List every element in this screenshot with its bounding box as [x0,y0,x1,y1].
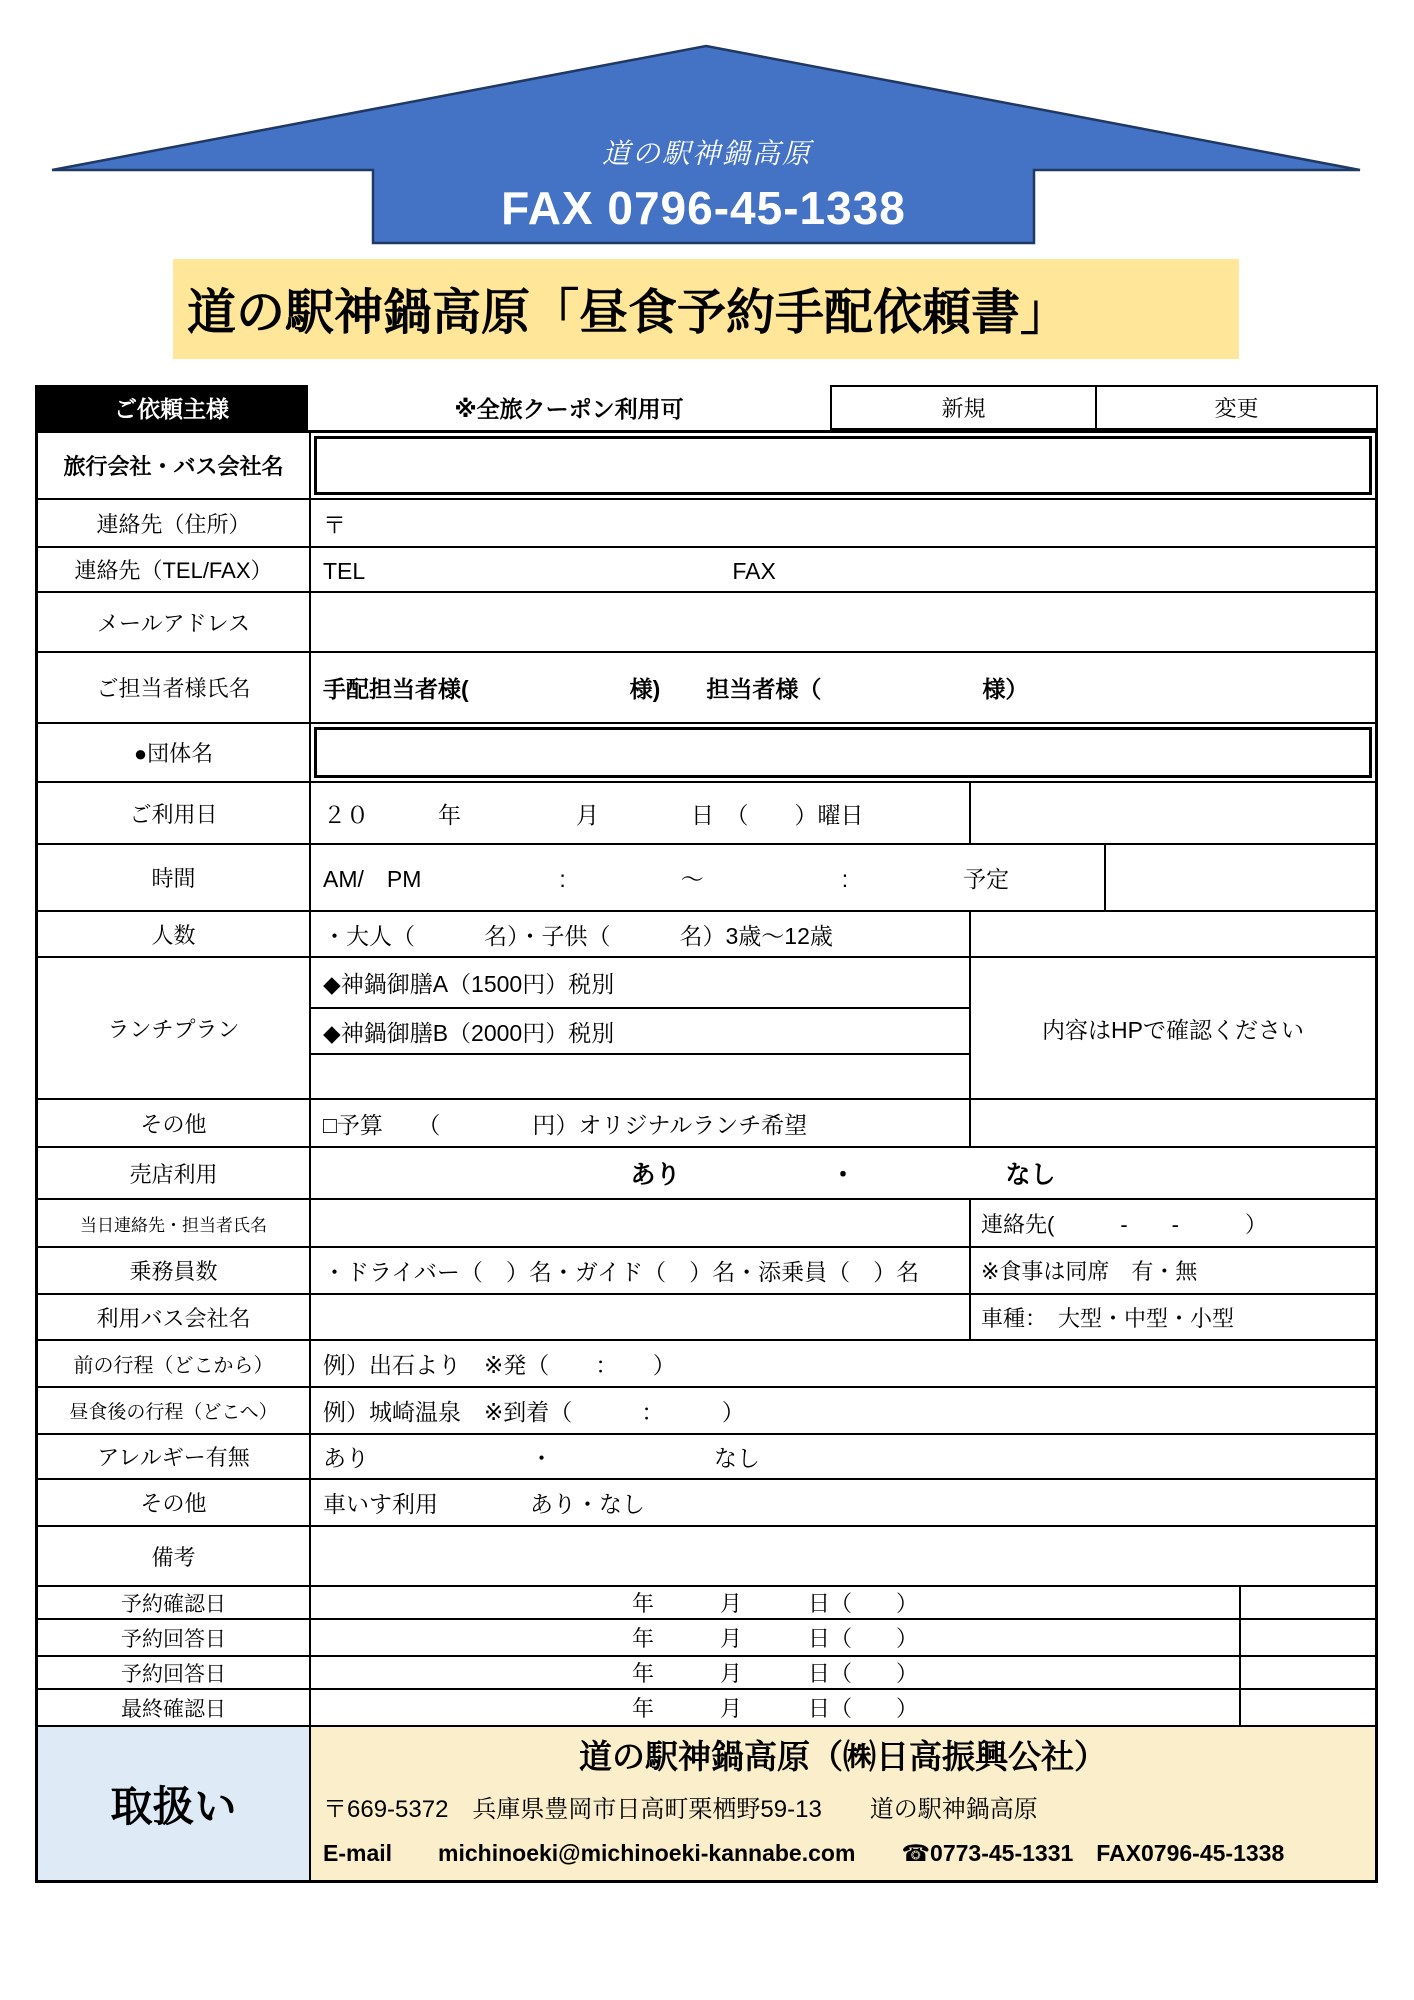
lunch-plan-options [311,958,971,1098]
row-address-field: 〒 [323,511,346,538]
row-shop [38,1146,1375,1198]
row-reply-date-1-extra [1241,1620,1375,1655]
row-crew-label: 乗務員数 [38,1248,311,1293]
row-company-label: 旅行会社・バス会社名 [38,433,311,498]
row-crew-meal: ※食事は同席 有・無 [981,1259,1198,1284]
requester-header: ご依頼主様 [35,385,308,430]
option-new: 新規 [830,385,1097,430]
footer-row [38,1725,1375,1880]
row-people-label: 人数 [38,912,311,956]
row-company-field [314,436,1372,495]
form-table [35,430,1378,1883]
row-telfax-label: 連絡先（TEL/FAX） [38,548,311,591]
row-final-confirm-extra [1241,1690,1375,1725]
row-email [38,591,1375,651]
row-reply-date-1 [38,1618,1375,1655]
row-day-contact-field [311,1200,971,1246]
row-lunch-label: ランチプラン [38,958,311,1098]
row-person [38,651,1375,722]
row-group-label: ●団体名 [38,724,311,781]
row-confirm-date-field: 年 月 日（ ） [311,1587,1241,1618]
row-crew [38,1246,1375,1293]
row-route-from-field: 例）出石より ※発（ ： ） [323,1352,676,1378]
row-group-field [314,727,1372,778]
row-remarks [38,1525,1375,1585]
row-route-from-label: 前の行程（どこから） [38,1341,311,1386]
footer-address: 〒669-5372 兵庫県豊岡市日高町栗栖野59-13 道の駅神鍋高原 [323,1796,1038,1823]
row-people [38,910,1375,956]
footer-contact: E-mail michinoeki@michinoeki-kannabe.com ☎0773-45-1331 FAX0796-45-1338 [323,1840,1285,1866]
row-people-field: ・大人（ 名）・子供（ 名）3歳～12歳 [311,912,971,956]
row-allergy-field: あり ・ なし [323,1445,760,1471]
row-reply-date-2-label: 予約回答日 [38,1657,311,1688]
row-budget [38,1098,1375,1146]
row-email-field [311,593,1375,651]
row-confirm-date-extra [1241,1587,1375,1618]
row-day-contact-phone: 連絡先( - - ） [981,1211,1267,1237]
row-route-from [38,1339,1375,1386]
row-shop-field: あり ・ なし [630,1161,1056,1189]
row-reply-date-1-label: 予約回答日 [38,1620,311,1655]
row-time-label: 時間 [38,845,311,910]
row-reply-date-2-field: 年 月 日（ ） [311,1657,1241,1688]
row-crew-field: ・ドライバー（ ）名・ガイド（ ）名・添乗員（ ）名 [311,1248,971,1293]
row-time [38,843,1375,910]
arrow-fax-number: FAX 0796-45-1338 [501,182,906,234]
row-telfax [38,546,1375,591]
row-bus-company-label: 利用バス会社名 [38,1295,311,1339]
row-date-extra [971,783,1375,843]
row-day-contact-label: 当日連絡先・担当者氏名 [38,1200,311,1246]
row-group [38,722,1375,781]
row-person-field: 手配担当者様( 様) 担当者様（ 様） [323,676,1029,702]
row-lunch-plan [38,956,1375,1098]
row-time-extra [1106,845,1375,910]
row-telfax-field: TEL FAX [323,558,776,584]
row-budget-label: その他 [38,1100,311,1146]
option-change: 変更 [1097,385,1378,430]
coupon-note: ※全旅クーポン利用可 [454,396,684,422]
row-route-to-label: 昼食後の行程（どこへ） [38,1388,311,1433]
row-bus-company [38,1293,1375,1339]
row-reply-date-1-field: 年 月 日（ ） [311,1620,1241,1655]
row-email-label: メールアドレス [38,593,311,651]
row-bus-type: 車種： 大型・中型・小型 [981,1305,1235,1331]
row-allergy [38,1433,1375,1478]
header-row [35,385,1378,430]
row-wheelchair-field: 車いす利用 あり・なし [323,1491,645,1517]
row-bus-company-field [311,1295,971,1339]
row-final-confirm-field: 年 月 日（ ） [311,1690,1241,1725]
row-person-label: ご担当者様氏名 [38,653,311,722]
row-wheelchair-label: その他 [38,1480,311,1525]
row-route-to [38,1386,1375,1433]
row-date-label: ご利用日 [38,783,311,843]
row-reply-date-2 [38,1655,1375,1688]
arrow-site-name: 道の駅神鍋高原 [601,138,812,169]
row-confirm-date [38,1585,1375,1618]
row-address-label: 連絡先（住所） [38,500,311,546]
row-people-extra [971,912,1375,956]
row-address [38,498,1375,546]
row-shop-label: 売店利用 [38,1148,311,1198]
lunch-plan-a: ◆神鍋御膳A（1500円）税別 [323,971,615,997]
footer-handling: 取扱い [38,1727,311,1880]
row-budget-field: □予算 （ 円）オリジナルランチ希望 [311,1100,971,1146]
row-time-field: AM/ PM : ～ : 予定 [311,845,1106,910]
row-allergy-label: アレルギー有無 [38,1435,311,1478]
row-reply-date-2-extra [1241,1657,1375,1688]
row-remarks-field [311,1527,1375,1585]
lunch-plan-note: 内容はHPで確認ください [1042,1016,1304,1043]
row-date [38,781,1375,843]
row-remarks-label: 備考 [38,1527,311,1585]
row-confirm-date-label: 予約確認日 [38,1587,311,1618]
row-final-confirm-label: 最終確認日 [38,1690,311,1725]
lunch-plan-blank [311,1053,969,1098]
row-final-confirm [38,1688,1375,1725]
row-budget-extra [971,1100,1375,1146]
row-wheelchair [38,1478,1375,1525]
footer-company-name: 道の駅神鍋高原（㈱日高振興公社） [579,1738,1107,1775]
row-date-field: ２０ 年 月 日 （ ）曜日 [311,783,971,843]
form-title: 道の駅神鍋高原「昼食予約手配依頼書」 [173,259,1239,359]
row-company [38,433,1375,498]
footer-info [311,1727,1375,1880]
lunch-plan-b: ◆神鍋御膳B（2000円）税別 [311,1007,969,1053]
row-day-contact [38,1198,1375,1246]
row-route-to-field: 例）城崎温泉 ※到着（ ： ） [323,1399,745,1425]
